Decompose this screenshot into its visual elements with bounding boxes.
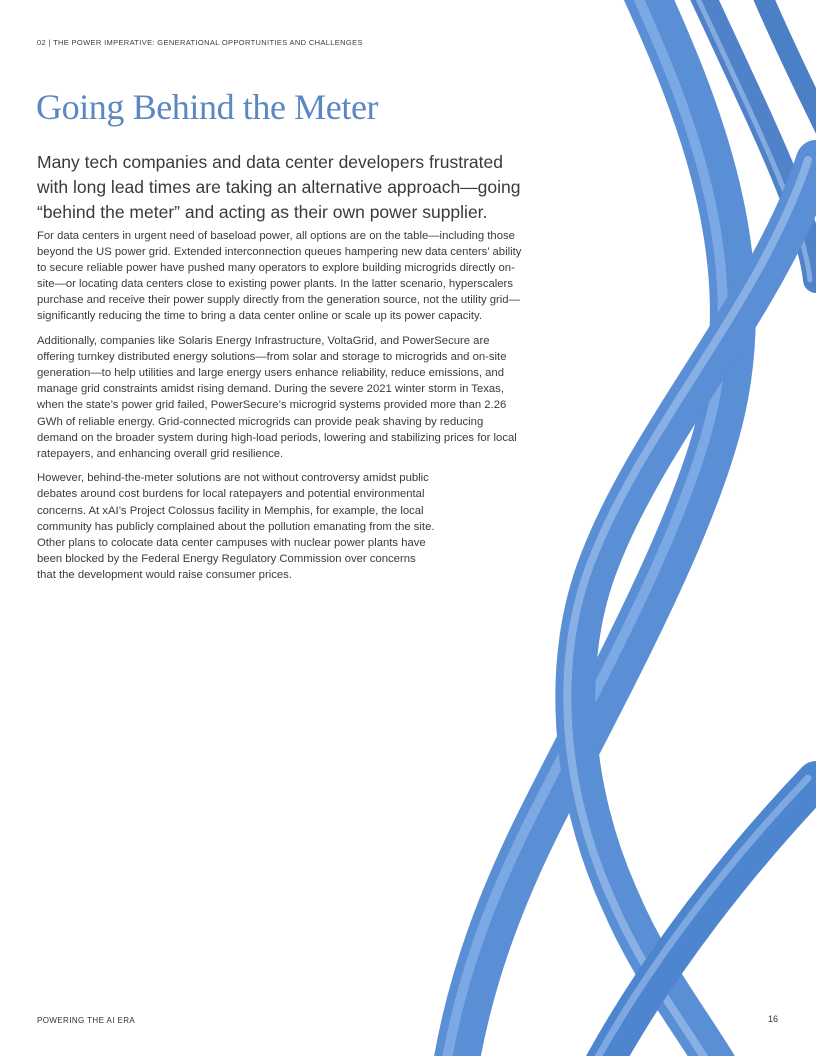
page-number: 16 [767,1014,778,1024]
footer-publication: POWERING THE AI ERA [37,1016,136,1025]
body-paragraph: Additionally, companies like Solaris Energy Infrastructure, VoltaGrid, and PowerSecure are offering turnkey distributed energy solutions—from solar and storage to microgrids and on-site generation—to help utilities and large energy users enhance reliability, reduce emissions, and manage grid constraints amidst rising demand. During the severe 2021 winter storm in Texas, when the state’s power grid failed, PowerSecure’s microgrid systems provided more than 2.26 GWh of reliable energy. Grid-connected microgrids can provide peak shaving by reducing demand on the broader system during high-load periods, lowering and stabilizing prices for local ratepayers, and enhancing overall grid resilience. [37,335,517,460]
body-paragraph: For data centers in urgent need of baseload power, all options are on the table—including those beyond the US power grid. Extended interconnection queues hampering new data centers’ ability to secure reliable power have pushed many operators to explore building microgrids directly on-site—or locating data centers close to existing power plants. In the latter scenario, hyperscalers purchase and receive their power supply directly from the generation source, not the utility grid—significantly reducing the time to bring a data center online or scale up its power capacity. [37,230,522,323]
page-title: Going Behind the Meter [36,87,379,127]
section-header: 02 | THE POWER IMPERATIVE: GENERATIONAL OPPORTUNITIES AND CHALLENGES [37,38,363,47]
body-paragraph: However, behind-the-meter solutions are not without controversy amidst public debates around cost burdens for local ratepayers and potential environmental concerns. At xAI’s Project Colossus facility in Memphis, for example, the local community has publicly complained about the pollution emanating from the site. Other plans to colocate data center campuses with nuclear power plants have been blocked by the Federal Energy Regulatory Commission over concerns that the development would raise consumer prices. [37,472,435,581]
body-text [37,228,525,591]
lede-paragraph: Many tech companies and data center developers frustrated with long lead times are taking an alternative approach—going “behind the meter” and acting as their own power supplier. [37,152,521,222]
